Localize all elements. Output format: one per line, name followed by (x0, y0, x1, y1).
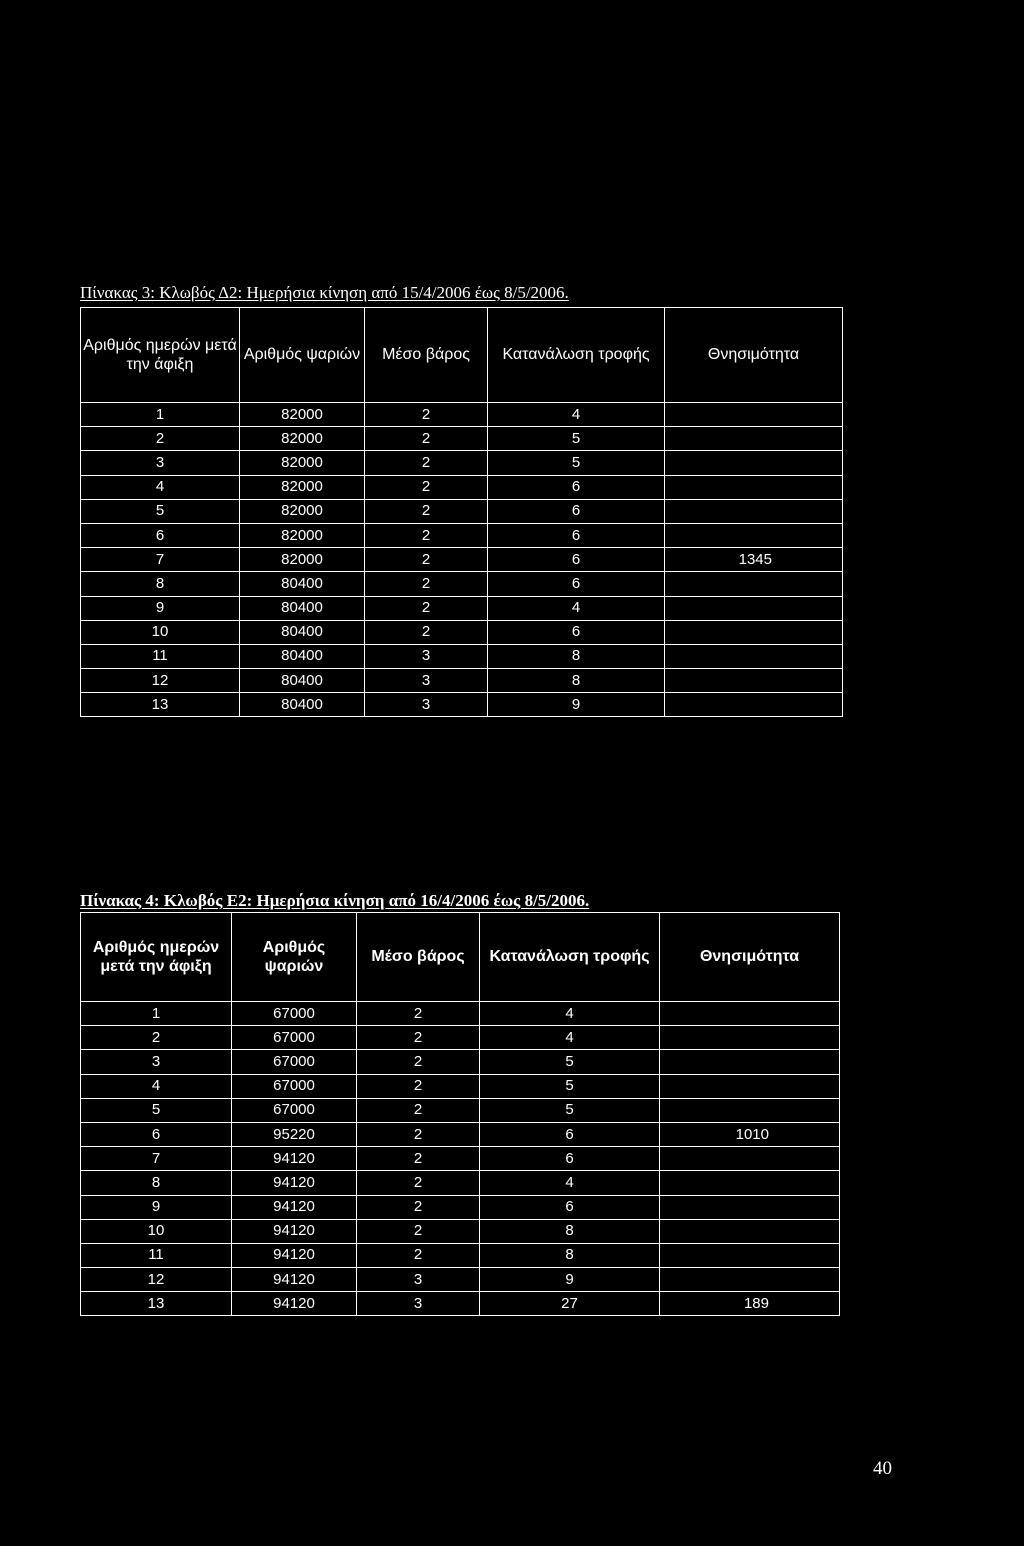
table3-cell: 2 (365, 596, 488, 620)
table4-cell: 2 (81, 1026, 232, 1050)
table3-cell (665, 427, 843, 451)
table4-cell: 12 (81, 1268, 232, 1292)
table3-cell: 1345 (665, 548, 843, 572)
table4-cell: 2 (357, 1002, 480, 1026)
table4-cell: 94120 (232, 1292, 357, 1316)
table4-daily-movement (80, 912, 840, 1316)
table3-cell: 8 (488, 644, 665, 668)
table4-cell: 1010 (660, 1122, 840, 1146)
table3-cell: 10 (81, 620, 240, 644)
table4-cell: 5 (480, 1074, 660, 1098)
table4-row (81, 1219, 840, 1243)
table3-row (81, 523, 843, 547)
table3-cell: 4 (81, 475, 240, 499)
table4-cell: 94120 (232, 1268, 357, 1292)
table4-row (81, 1171, 840, 1195)
table3-cell: 6 (488, 475, 665, 499)
table4-cell: 2 (357, 1122, 480, 1146)
table4-cell (660, 1050, 840, 1074)
table4-header-cell: Αριθμός ψαριών (232, 913, 357, 1002)
table3-cell: 2 (365, 403, 488, 427)
table4-cell: 67000 (232, 1074, 357, 1098)
table4-header-cell: Κατανάλωση τροφής (480, 913, 660, 1002)
table3-cell: 5 (488, 427, 665, 451)
table4-cell: 5 (480, 1050, 660, 1074)
table4-row (81, 1147, 840, 1171)
table4-cell: 3 (357, 1268, 480, 1292)
table4-cell: 27 (480, 1292, 660, 1316)
table3-cell: 3 (81, 451, 240, 475)
table3-cell: 4 (488, 596, 665, 620)
table4-cell: 2 (357, 1098, 480, 1122)
table4-cell: 95220 (232, 1122, 357, 1146)
table3-cell: 82000 (240, 475, 365, 499)
table4-cell (660, 1195, 840, 1219)
table4-cell: 2 (357, 1171, 480, 1195)
table3-cell (665, 572, 843, 596)
table4-row (81, 1195, 840, 1219)
table4-cell: 2 (357, 1219, 480, 1243)
table3-cell: 8 (488, 669, 665, 693)
table4-cell: 5 (81, 1098, 232, 1122)
table4-cell: 6 (480, 1147, 660, 1171)
table3-cell: 3 (365, 669, 488, 693)
table3-row (81, 693, 843, 717)
table3-cell: 6 (488, 499, 665, 523)
table4-row (81, 1074, 840, 1098)
table3-row (81, 475, 843, 499)
table3-cell: 80400 (240, 644, 365, 668)
table4-row (81, 1098, 840, 1122)
table4-cell: 2 (357, 1195, 480, 1219)
table4-cell: 4 (480, 1026, 660, 1050)
table4-cell (660, 1026, 840, 1050)
table4-cell (660, 1171, 840, 1195)
table3-row (81, 596, 843, 620)
table3-cell: 2 (365, 427, 488, 451)
table4-caption: Πίνακας 4: Κλωβός Ε2: Ημερήσια κίνηση από 16/4/2006 έως 8/5/2006. (80, 891, 590, 910)
table3-cell (665, 620, 843, 644)
table3-cell: 2 (365, 475, 488, 499)
table3-cell: 82000 (240, 403, 365, 427)
table3-cell: 13 (81, 693, 240, 717)
table4-cell: 5 (480, 1098, 660, 1122)
table4-cell: 9 (480, 1268, 660, 1292)
table3-cell (665, 451, 843, 475)
table3-cell: 11 (81, 644, 240, 668)
table3-cell: 2 (365, 451, 488, 475)
table3-cell (665, 596, 843, 620)
table4-cell: 94120 (232, 1147, 357, 1171)
table3-cell: 80400 (240, 596, 365, 620)
table4-cell: 8 (480, 1219, 660, 1243)
table4-cell (660, 1268, 840, 1292)
table4-cell: 1 (81, 1002, 232, 1026)
table4-cell: 2 (357, 1147, 480, 1171)
table3-cell: 6 (81, 523, 240, 547)
table3-cell: 3 (365, 644, 488, 668)
table4-cell: 67000 (232, 1002, 357, 1026)
table3-cell: 12 (81, 669, 240, 693)
table4-cell: 11 (81, 1243, 232, 1267)
table3-cell: 2 (365, 572, 488, 596)
table4-row (81, 1122, 840, 1146)
table3-cell: 82000 (240, 427, 365, 451)
table3-cell: 5 (81, 499, 240, 523)
table3-cell: 2 (81, 427, 240, 451)
table3-header-cell: Αριθμός ψαριών (240, 308, 365, 403)
table3-cell: 8 (81, 572, 240, 596)
table4-cell: 2 (357, 1243, 480, 1267)
table4-cell: 8 (480, 1243, 660, 1267)
table3-cell: 6 (488, 572, 665, 596)
table4-cell: 2 (357, 1026, 480, 1050)
table3-cell: 2 (365, 523, 488, 547)
table3-cell: 82000 (240, 451, 365, 475)
table4-header-cell: Θνησιμότητα (660, 913, 840, 1002)
table3-header-row (81, 308, 843, 403)
table4-body (81, 1002, 840, 1316)
table3-cell (665, 523, 843, 547)
table4-cell: 2 (357, 1074, 480, 1098)
table4-cell (660, 1002, 840, 1026)
table4-row (81, 1243, 840, 1267)
table4-cell: 4 (480, 1002, 660, 1026)
table3-row (81, 548, 843, 572)
table3-cell: 2 (365, 548, 488, 572)
table3-header-cell: Κατανάλωση τροφής (488, 308, 665, 403)
table4-cell: 9 (81, 1195, 232, 1219)
table3-cell: 9 (488, 693, 665, 717)
table4-header-cell: Μέσο βάρος (357, 913, 480, 1002)
table4-cell: 67000 (232, 1050, 357, 1074)
table4-cell: 94120 (232, 1243, 357, 1267)
table3-cell: 9 (81, 596, 240, 620)
table3-header-cell: Αριθμός ημερών μετά την άφιξη (81, 308, 240, 403)
table3-cell (665, 499, 843, 523)
table3-cell: 6 (488, 523, 665, 547)
page-number: 40 (873, 1458, 892, 1479)
table4-cell (660, 1147, 840, 1171)
table4-cell: 2 (357, 1050, 480, 1074)
table4-row (81, 1026, 840, 1050)
table3-cell (665, 669, 843, 693)
table4-cell: 6 (480, 1195, 660, 1219)
table4-cell: 4 (81, 1074, 232, 1098)
table4-cell (660, 1243, 840, 1267)
table3-cell (665, 475, 843, 499)
table4-cell: 4 (480, 1171, 660, 1195)
table4-cell: 94120 (232, 1195, 357, 1219)
table3-cell: 4 (488, 403, 665, 427)
table3-cell: 1 (81, 403, 240, 427)
table3-cell: 80400 (240, 620, 365, 644)
table3-cell: 82000 (240, 523, 365, 547)
table3-cell: 2 (365, 499, 488, 523)
table3-cell (665, 693, 843, 717)
table3-cell (665, 403, 843, 427)
table3-body (81, 403, 843, 717)
table4-cell: 13 (81, 1292, 232, 1316)
table4-row (81, 1268, 840, 1292)
table3-row (81, 572, 843, 596)
table3-cell: 80400 (240, 669, 365, 693)
table4-cell: 7 (81, 1147, 232, 1171)
table4-cell: 67000 (232, 1026, 357, 1050)
table4-header-cell: Αριθμός ημερών μετά την άφιξη (81, 913, 232, 1002)
table4-row (81, 1002, 840, 1026)
table4-cell: 3 (357, 1292, 480, 1316)
table3-row (81, 451, 843, 475)
table3-cell: 80400 (240, 693, 365, 717)
table4-header-row (81, 913, 840, 1002)
table4-cell: 6 (81, 1122, 232, 1146)
table3-cell: 6 (488, 548, 665, 572)
table4-cell (660, 1098, 840, 1122)
table4-cell: 189 (660, 1292, 840, 1316)
table3-cell: 80400 (240, 572, 365, 596)
table3-cell: 82000 (240, 548, 365, 572)
table4-cell: 94120 (232, 1219, 357, 1243)
table4-cell: 6 (480, 1122, 660, 1146)
table3-row (81, 403, 843, 427)
table3-row (81, 499, 843, 523)
table4-cell: 67000 (232, 1098, 357, 1122)
table3-cell: 3 (365, 693, 488, 717)
table3-row (81, 644, 843, 668)
table3-cell: 7 (81, 548, 240, 572)
table4-row (81, 1292, 840, 1316)
table3-row (81, 669, 843, 693)
table3-caption: Πίνακας 3: Κλωβός Δ2: Ημερήσια κίνηση από 15/4/2006 έως 8/5/2006. (80, 283, 569, 302)
table3-row (81, 620, 843, 644)
table4-cell: 3 (81, 1050, 232, 1074)
table3-cell: 6 (488, 620, 665, 644)
table4-cell: 8 (81, 1171, 232, 1195)
table3-daily-movement (80, 307, 843, 717)
table4-cell (660, 1219, 840, 1243)
table4-cell: 10 (81, 1219, 232, 1243)
table3-header-cell: Μέσο βάρος (365, 308, 488, 403)
table4-cell (660, 1074, 840, 1098)
table3-cell: 82000 (240, 499, 365, 523)
table3-row (81, 427, 843, 451)
table3-cell: 2 (365, 620, 488, 644)
table3-header-cell: Θνησιμότητα (665, 308, 843, 403)
table3-cell (665, 644, 843, 668)
table4-row (81, 1050, 840, 1074)
table3-cell: 5 (488, 451, 665, 475)
table4-cell: 94120 (232, 1171, 357, 1195)
